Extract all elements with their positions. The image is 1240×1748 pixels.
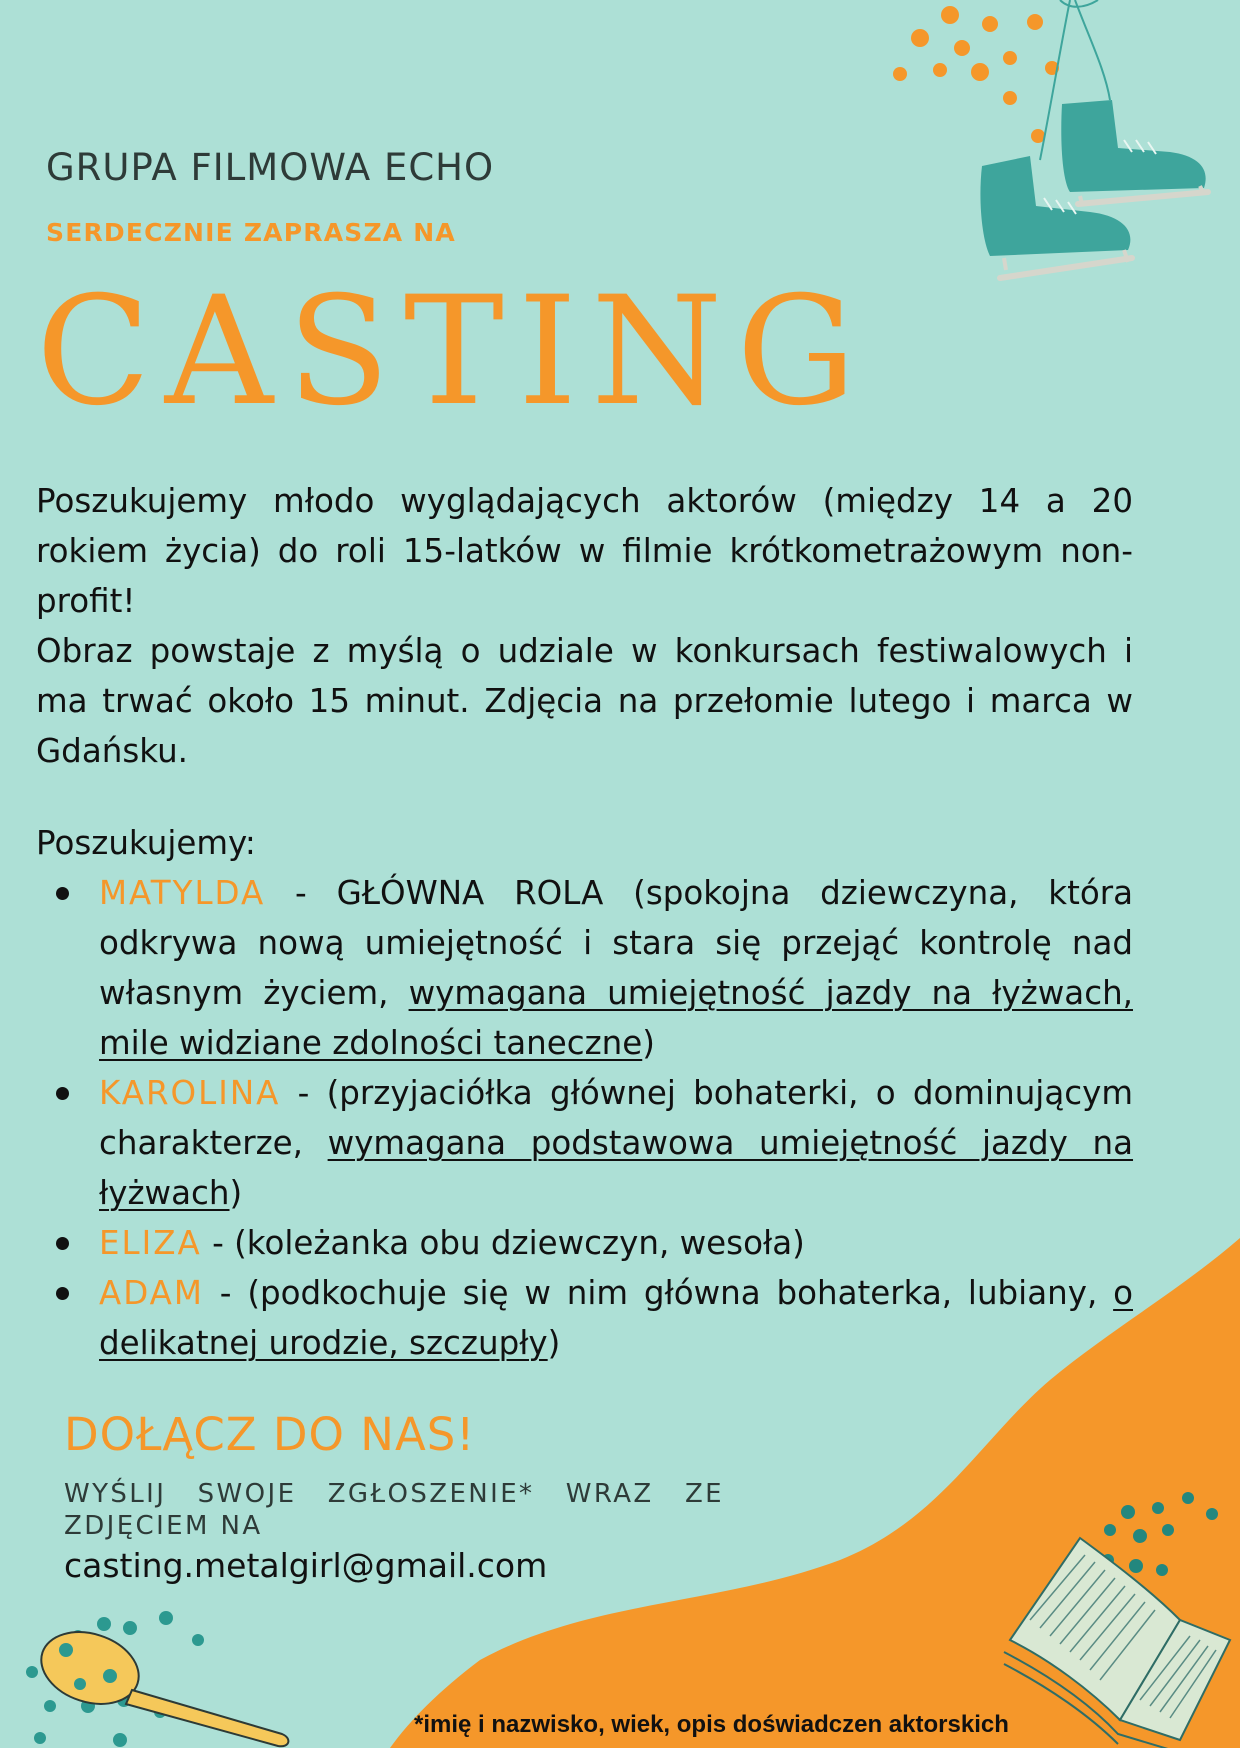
ice-skates-icon: [980, 0, 1208, 278]
role-description: - (podkochuje się w nim główna bohaterka, lubiany,: [203, 1274, 1114, 1312]
invite-line: SERDECZNIE ZAPRASZA NA: [46, 218, 456, 247]
role-requirement: wymagana podstawowa umiejętność jazdy na łyżwach: [99, 1124, 1134, 1212]
intro-paragraph: Poszukujemy młodo wyglądających aktorów (między 14 a 20 rokiem życia) do roli 15-latków w filmie krótkometrażowym non-profit!: [36, 482, 1133, 620]
join-heading: DOŁĄCZ DO NAS!: [64, 1408, 476, 1461]
role-item-adam: [36, 1268, 1133, 1368]
send-instructions: WYŚLIJ SWOJE ZGŁOSZENIE* WRAZ ZE ZDJĘCIEM NA: [64, 1479, 724, 1541]
bullet-icon: [56, 887, 69, 900]
poster-title: CASTING: [36, 265, 871, 439]
footnote: *imię i nazwisko, wiek, opis doświadczen aktorskich: [414, 1711, 1009, 1738]
orange-confetti-dots: [893, 6, 1059, 143]
role-end: ): [547, 1324, 561, 1362]
role-name: ELIZA: [99, 1224, 202, 1262]
role-name: KAROLINA: [99, 1074, 281, 1112]
role-item-karolina: [36, 1068, 1133, 1218]
intro-paragraph: Obraz powstaje z myślą o udziale w konkursach festiwalowych i ma trwać około 15 minut. Zdjęcia na przełomie lutego i marca w Gdańsku.: [36, 632, 1133, 770]
role-end: ): [229, 1174, 243, 1212]
bullet-icon: [56, 1087, 69, 1100]
organization-name: GRUPA FILMOWA ECHO: [46, 146, 495, 189]
role-requirement: o delikatnej urodzie, szczupły: [99, 1274, 1133, 1362]
contact-email[interactable]: casting.metalgirl@gmail.com: [64, 1546, 548, 1585]
role-name: MATYLDA: [99, 874, 266, 912]
role-item-matylda: [36, 868, 1133, 1068]
intro-text: [36, 476, 1133, 776]
role-end: ): [642, 1024, 655, 1062]
role-name: ADAM: [99, 1274, 204, 1312]
role-description: - GŁÓWNA ROLA (spokojna dziewczyna, która odkrywa nową umiejętność i stara się przejąć kontrolę nad własnym życiem,: [99, 874, 1133, 1012]
role-item-eliza: [36, 1218, 1133, 1268]
wooden-spoon-icon: [32, 1620, 288, 1746]
role-requirement: wymagana umiejętność jazdy na łyżwach, mile widziane zdolności taneczne: [99, 974, 1133, 1062]
roles-list: [36, 868, 1133, 1368]
bullet-icon: [56, 1237, 69, 1250]
role-description: - (przyjaciółka głównej bohaterki, o dominującym charakterze,: [99, 1074, 1133, 1162]
seeking-label: Poszukujemy:: [36, 824, 256, 862]
bullet-icon: [56, 1287, 69, 1300]
role-description: - (koleżanka obu dziewczyn, wesoła): [201, 1224, 805, 1262]
